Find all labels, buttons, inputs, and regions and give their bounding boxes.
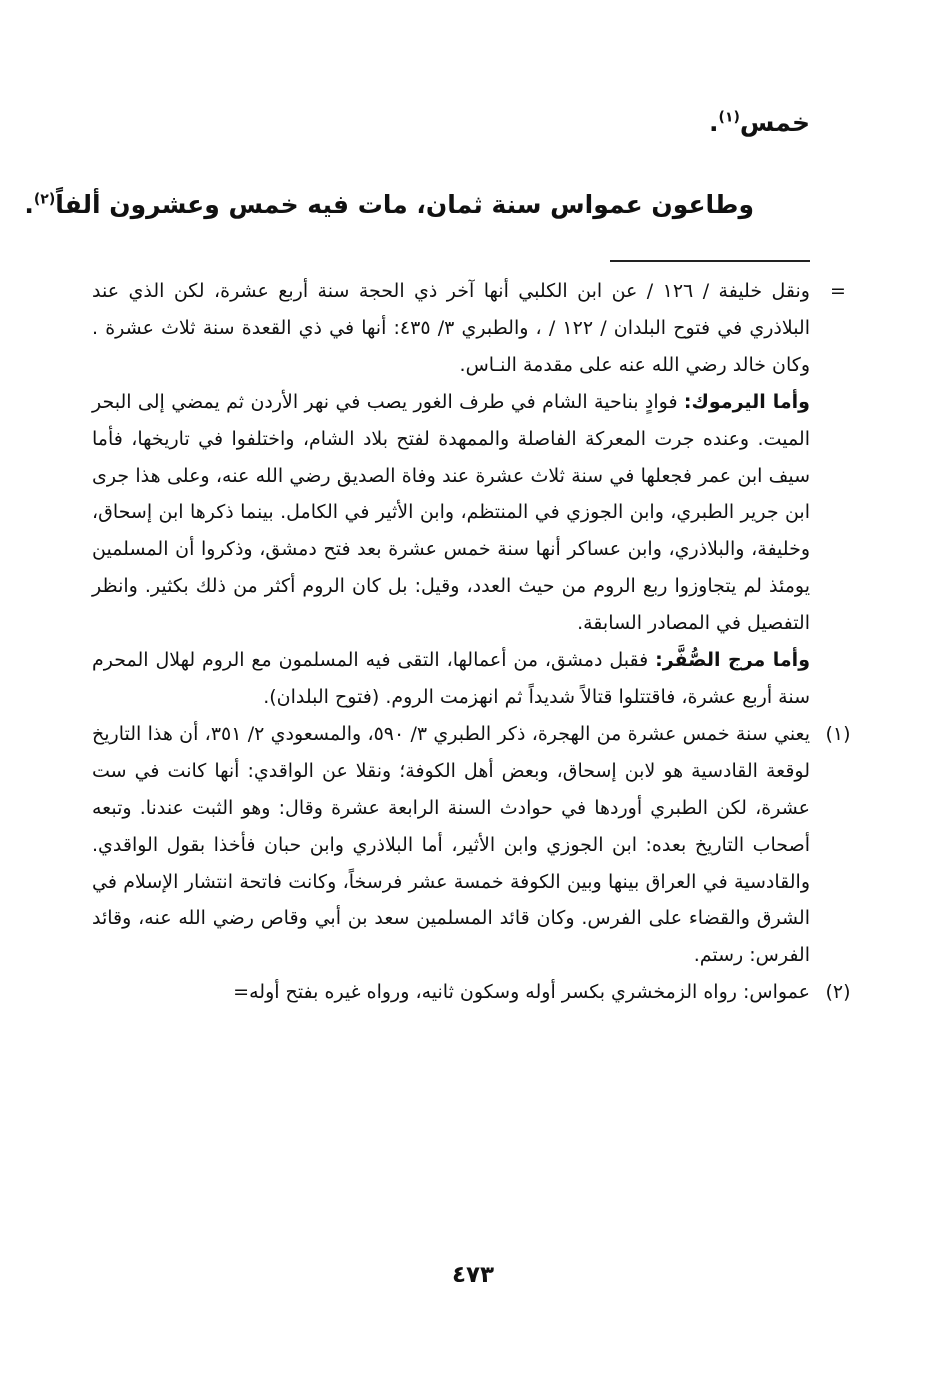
yarmouk-label: وأما اليرموك: [683,390,810,413]
footnote-ref-2[interactable]: (٢) [33,191,56,208]
amwas-period: . [24,190,34,219]
footnote-separator [610,260,810,262]
yarmouk-text: فوادٍ بناحية الشام في طرف الغور يصب في نهر الأردن ثم يمضي إلى البحر الميت. وعنده جرت المعركة الفاصلة والممهدة لفتح بلاد الشام، واختلفوا في تاريخها، فأما سيف ابن عمر فجعلها في سنة ثلاث عشرة عند وفاة الصديق رضي الله عنه، وعلى هذا جرى ابن جرير الطبري، وابن الجوزي في المنتظم، وابن الأثير في الكامل. بينما ذكرها ابن إسحاق، وخليفة، والبلاذري، وابن عساكر أنها سنة خمس عشرة بعد فتح دمشق، وذكروا أن المسلمين يومئذ لم يتجاوزوا ربع الروم من حيث العدد، وقيل: بل كان الروم أكثر من ذلك بكثير. وانظر التفصيل في المصادر السابقة. [92,390,810,635]
yarmouk-paragraph [92,384,810,642]
footnote-1-marker: (١) [825,722,851,745]
marj-text: فقبل دمشق، من أعمالها، التقى فيه المسلمون مع الروم لهلال المحرم سنة أربع عشرة، فاقتتلوا قتالاً شديداً ثم انهزمت الروم. (فتوح البلدان). [92,649,810,708]
marj-paragraph [92,642,810,716]
footnote-1-text: يعني سنة خمس عشرة من الهجرة، ذكر الطبري ٣/ ٥٩٠، والمسعودي ٢/ ٣٥١، أن هذا التاريخ لوقعة القادسية هو لابن إسحاق، وبعض أهل الكوفة؛ ونقلا عن الواقدي: أنها كانت في ست عشرة، لكن الطبري أوردها في حوادث السنة الرابعة عشرة وقال: وهو الثبت عندنا. وتبعه أصحاب التاريخ بعده: ابن الجوزي وابن الأثير، أما البلاذري وابن حبان فأخذا بقول الواقدي. والقادسية في العراق بينها وبين الكوفة خمسة عشر فرسخاً، وكانت فاتحة انتشار الإسلام في الشرق والقضاء على الفرس. وكان قائد المسلمين سعد بن أبي وقاص رضي الله عنه، وقائد الفرس: رستم. [92,722,811,967]
continuation-word: خمس [739,108,810,137]
footnote-2-text: عمواس: رواه الزمخشري بكسر أوله وسكون ثانيه، ورواه غيره بفتح أوله= [233,981,810,1004]
marj-label: وأما مرج الصُّفَّر: [655,649,810,672]
continuation-period: . [709,108,719,137]
footnotes [92,273,851,1011]
footnote-continued [92,273,846,384]
main-text-amwas [24,190,754,220]
footnote-2 [92,974,851,1011]
main-text-continuation [709,108,810,138]
continuation-marker: = [830,280,846,302]
footnote-2-marker: (٢) [825,981,851,1004]
amwas-sentence: وطاعون عمواس سنة ثمان، مات فيه خمس وعشرون ألفاً [55,190,754,219]
page-number: ٤٧٣ [451,1262,495,1288]
footnote-1 [92,716,851,974]
footnote-ref-1[interactable]: (١) [718,109,740,126]
continued-paragraph: ونقل خليفة / ١٢٦ / عن ابن الكلبي أنها آخر ذي الحجة سنة أربع عشرة، لكن الذي عند البلاذري في فتوح البلدان / ١٢٢ / ، والطبري ٣/ ٤٣٥: أنها في ذي القعدة سنة ثلاث عشرة . وكان خالد رضي الله عنه على مقدمة النـاس. [92,280,810,376]
